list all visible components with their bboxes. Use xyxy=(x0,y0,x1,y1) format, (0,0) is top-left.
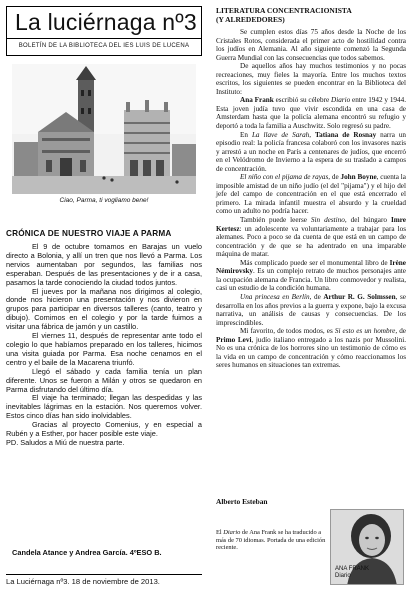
text-span: , del húngaro xyxy=(344,216,391,225)
book-title: La llave de Sarah xyxy=(251,130,310,139)
article-paragraph: El viaje ha terminado; llegan las despedidas y las inevitables lágrimas en la estación. Nos queremos volver. Estos cinco días han sido inolvidables. xyxy=(6,393,202,421)
text-span: de Ana Frank se ha traducido a más de 70 idiomas. Portada de una edición reciente. xyxy=(216,529,326,552)
masthead xyxy=(6,6,202,56)
text-span: escribió su célebre xyxy=(273,96,331,105)
literature-heading xyxy=(216,6,352,24)
author-name: Imre Kertesz xyxy=(216,216,406,233)
masthead-divider xyxy=(7,38,201,39)
newsletter-subtitle: BOLETÍN DE LA BIBLIOTECA DEL IES LUIS DE LUCENA xyxy=(18,43,190,49)
cover-subtitle: Diario xyxy=(335,573,351,579)
literature-paragraph: De aquellos años hay muchos testimonios y no pocas recreaciones, muy fieles la mayoría. Entre los muchos textos escritos, los siguientes se pueden encontrar en la Biblioteca del Instituto: xyxy=(216,62,406,96)
text-span: entre 1942 y 1944. Esta joven judía tuvo que vivir escondida en una casa de Amsterdam hasta que la policía alemana encontró su refugio y deportó a toda la familia a Auschwitz. Solo regresó su padre. xyxy=(216,96,406,131)
book-title: Diario xyxy=(223,529,241,536)
literature-paragraph xyxy=(216,293,406,327)
text-span: Más complicado puede ser el monumental libro de xyxy=(240,258,390,267)
text-span: , de xyxy=(395,327,406,336)
photo-caption: Ciao, Parma, ti vogliamo bene! xyxy=(59,197,149,204)
text-span: narra un episodio real: la policía francesa colaboró con los invasores nazis y arrestó a un noche en París a centenares de judíos, que encerró en el Velódromo de Invierno a la espera de su traslado a campos de concentración. xyxy=(216,130,407,173)
text-span: En xyxy=(240,130,252,139)
book-title: Sin destino xyxy=(310,216,345,225)
parma-cathedral-photo xyxy=(12,64,196,194)
article-paragraph: Llegó el sábado y cada familia tenía un plan diferente. Unos se fueron a Milán y otros se quedaron en Parma disfrutando del último día. xyxy=(6,366,202,394)
right-column xyxy=(216,6,406,588)
anne-frank-book-cover xyxy=(330,509,404,585)
book-title: Diario xyxy=(331,96,351,105)
article-body xyxy=(6,243,202,448)
text-span: , de xyxy=(328,173,341,182)
text-span: , de xyxy=(309,292,324,301)
literature-paragraph xyxy=(216,131,406,174)
newsletter-title: La luciérnaga nº3 xyxy=(15,9,197,35)
text-span: : un adolescente va voluntariamente a trabajar para los alemanes. Poco a poco se da cuenta de que está en un campo de concentración y de que se ha adentrado en una imparable máquina de matar. xyxy=(216,224,406,259)
literature-paragraph xyxy=(216,173,406,216)
article-paragraph: El viernes 11, después de representar ante todo el colegio lo que habíamos preparado en los talleres, hicimos una visita guiada por Parma. Esa noche cenamos en el centro y el baile de la Macarena triunfó. xyxy=(6,331,202,367)
text-span: El xyxy=(216,529,224,536)
author-name: John Boyne xyxy=(340,173,377,182)
literature-paragraph xyxy=(216,216,406,259)
author-name: Ana Frank xyxy=(240,96,274,105)
book-title: Una princesa en Berlín xyxy=(240,292,310,301)
literature-paragraph xyxy=(216,259,406,293)
cover-text xyxy=(335,566,369,580)
text-span: Mi favorito, de todos modos, es xyxy=(240,327,335,336)
literature-body xyxy=(216,28,406,370)
author-name: Irène Némirovsky xyxy=(216,258,406,276)
text-span: , judío italiano entregado a los nazis por Mussolini. No es una crónica de los horrores sino un testimonio de cómo es la vida en un campo de concentración y cómo reaccionamos los seres humanos en situaciones tan extremas. xyxy=(216,335,406,370)
literature-heading-line2: (Y ALREDEDORES) xyxy=(216,15,285,24)
article-paragraph: Gracias al proyecto Comenius, y en especial a Rubén y a Esther, por hacer posible este viaje. xyxy=(6,420,202,439)
page-footer: La Luciérnaga nº3. 18 de noviembre de 2013. xyxy=(6,574,202,586)
book-title: El niño con el pijama de rayas xyxy=(240,173,329,182)
literature-paragraph xyxy=(216,327,406,370)
literature-signature: Alberto Esteban xyxy=(216,497,268,506)
cover-title: ANA FRANK xyxy=(335,566,370,572)
literature-paragraph xyxy=(216,96,406,130)
article-paragraph: El 9 de octubre tomamos en Barajas un vuelo directo a Bolonia, y allí un tren que nos llevó a Parma. Los nervios aumentaban por segundos, las familias nos esperaban. Después de las presentaciones y de ir a casa, pasamos la tarde conociendo la ciudad todos juntos. xyxy=(6,242,202,287)
text-span: . Es un complejo retrato de muchos personajes ante la ocupación alemana de Francia. Un libro conmovedor y realista, casi un estudio de la condición humana. xyxy=(216,267,406,293)
text-span: También puede leerse xyxy=(240,216,311,225)
literature-paragraph: Se cumplen estos días 75 años desde la Noche de los Cristales Rotos, considerada el primer acto de hostilidad contra los judíos en Alemania. Al año siguiente comenzó la Segunda Guerra Mundial con las consecuencias que todos sabemos. xyxy=(216,28,406,62)
article-heading: CRÓNICA DE NUESTRO VIAJE A PARMA xyxy=(6,229,172,238)
text-span: , xyxy=(309,130,316,139)
article-paragraph: El jueves por la mañana nos dirigimos al colegio, donde nos hicieron una presentación y nos divieron en grupos para participar en diversos talleres (canto, teatro y dibujo). Comimos en el colegio y por la tarde fuimos a visitar una fábrica de jamón y un castillo. xyxy=(6,286,202,332)
article-postscript: PD. Saludos a Miú de nuestra parte. xyxy=(6,437,125,447)
book-title: Si esto es un hombre xyxy=(334,327,396,336)
author-name: Tatiana de Rosnay xyxy=(315,130,377,139)
author-name: Primo Levi xyxy=(216,335,252,344)
article-signature: Candela Atance y Andrea García. 4ºESO B. xyxy=(12,548,162,557)
author-name: Arthur R. G. Solmssen xyxy=(323,292,396,301)
text-span: , cuenta la imposible amistad de un niño judío (el del "pijama") y el hijo del jefe del campo de concentración en el que está encerrado el primero. La mirada infantil muestra el absurdo y la crueldad como un adulto no podría hacer. xyxy=(216,173,406,216)
text-span: , se desarrolla en los años previos a la guerra y expone, bajo la excusa narrativa, un análisis de causas y consecuencias. De los imprescindibles. xyxy=(216,292,406,327)
cover-caption xyxy=(216,529,328,552)
left-column xyxy=(6,6,206,588)
literature-heading-line1: LITERATURA CONCENTRACIONISTA xyxy=(216,6,352,15)
